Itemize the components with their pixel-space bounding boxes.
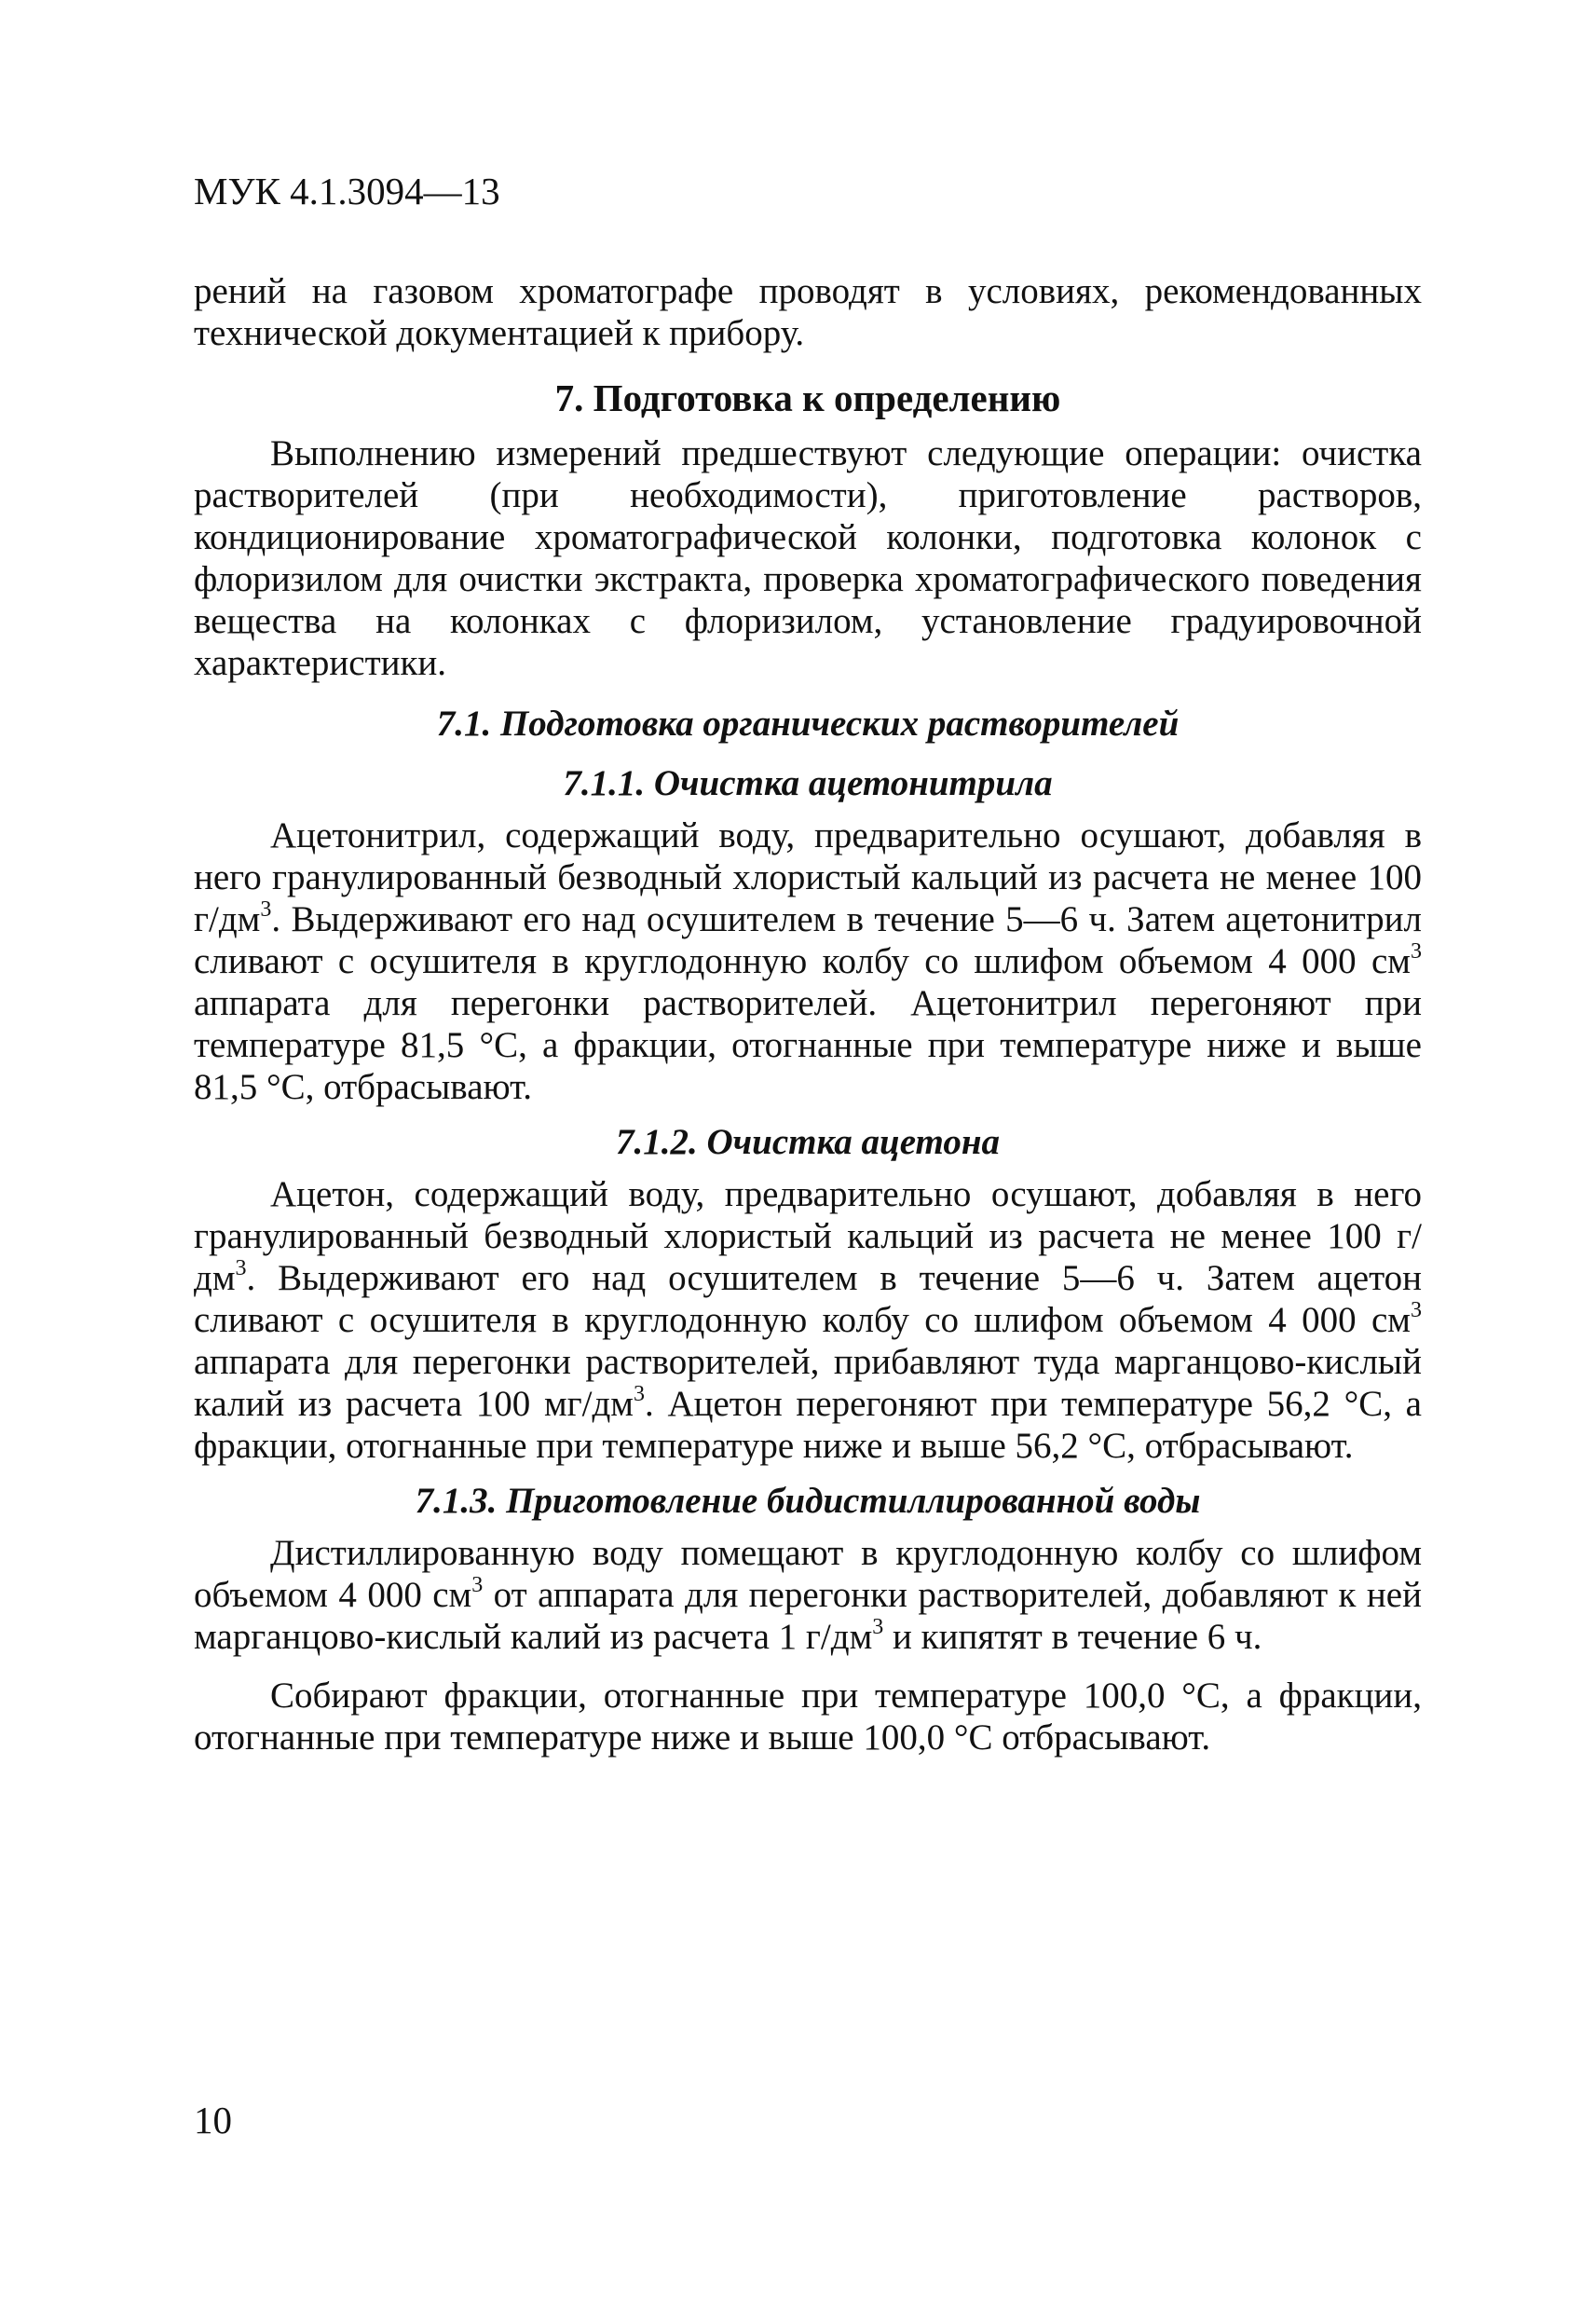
superscript: 3 bbox=[1411, 1298, 1422, 1322]
section-7-1-3-paragraph-2: Собирают фракции, отогнанные при температуре 100,0 °С, а фракции, отогнанные при температуре ниже и выше 100,0 °С отбрасывают. bbox=[194, 1676, 1422, 1758]
text-run: . Ацетон перегоняют при температуре 56,2 °С, а фракции, отогнанные при температуре ниже и выше 56,2 °С, отбрасывают. bbox=[194, 1384, 1422, 1466]
section-7-1-1-paragraph bbox=[194, 814, 1422, 1108]
section-7-paragraph: Выполнению измерений предшествуют следующие операции: очистка растворителей (при необходимости), приготовление растворов, кондиционирование хроматографической колонки, подготовка колонок с флоризилом для очистки экстракта, проверка хроматографического поведения вещества на колонках с флоризилом, установление градуировочной характеристики. bbox=[194, 433, 1422, 683]
superscript: 3 bbox=[260, 897, 272, 922]
page-number: 10 bbox=[194, 2099, 232, 2141]
section-7-1-title: 7.1. Подготовка органических растворителей bbox=[436, 704, 1180, 744]
text-run: и кипятят в течение 6 ч. bbox=[883, 1617, 1262, 1657]
section-7-1-1-title: 7.1.1. Очистка ацетонитрила bbox=[563, 763, 1053, 803]
text-run: Ацетон, содержащий воду, предварительно осушают, добавляя в него гранулированный безводный хлористый кальций из расчета не менее 100 г/дм bbox=[194, 1174, 1422, 1298]
superscript: 3 bbox=[633, 1382, 645, 1406]
text-run: . Выдерживают его над осушителем в течение 5—6 ч. Затем ацетонитрил сливают с осушителя в круглодонную колбу со шлифом объемом 4 000 см bbox=[194, 899, 1422, 981]
text-run: от аппарата для перегонки растворителей, добавляют к ней марганцово-кислый калий из расчета 1 г/дм bbox=[194, 1575, 1422, 1657]
document-page bbox=[194, 168, 1422, 1758]
paragraph-spacer bbox=[194, 1658, 1422, 1675]
section-7-1-3-paragraph-1 bbox=[194, 1532, 1422, 1658]
section-7-1-3-title: 7.1.3. Приготовление бидистиллированной воды bbox=[415, 1481, 1201, 1521]
text-run: аппарата для перегонки растворителей. Ацетонитрил перегоняют при температуре 81,5 °С, а фракции, отогнанные при температуре ниже и выше 81,5 °С, отбрасывают. bbox=[194, 983, 1422, 1107]
superscript: 3 bbox=[1411, 939, 1422, 964]
section-7-title: 7. Подготовка к определению bbox=[554, 376, 1061, 419]
superscript: 3 bbox=[872, 1615, 884, 1639]
superscript: 3 bbox=[235, 1256, 247, 1280]
section-7-1-2-paragraph bbox=[194, 1173, 1422, 1467]
intro-paragraph: рений на газовом хроматографе проводят в условиях, рекомендованных технической документацией к прибору. bbox=[194, 271, 1422, 353]
text-run: аппарата для перегонки растворителей, прибавляют туда марганцово-кислый калий из расчета 100 мг/дм bbox=[194, 1342, 1422, 1424]
section-7-1-2-title: 7.1.2. Очистка ацетона bbox=[616, 1122, 1000, 1162]
text-run: Ацетонитрил, содержащий воду, предварительно осушают, добавляя в него гранулированный безводный хлористый кальций из расчета не менее 100 г/дм bbox=[194, 815, 1422, 939]
document-code-header: МУК 4.1.3094—13 bbox=[194, 170, 500, 212]
text-run: . Выдерживают его над осушителем в течение 5—6 ч. Затем ацетон сливают с осушителя в круглодонную колбу со шлифом объемом 4 000 см bbox=[194, 1258, 1422, 1340]
superscript: 3 bbox=[471, 1573, 484, 1597]
text-run: Дистиллированную воду помещают в круглодонную колбу со шлифом объемом 4 000 см bbox=[194, 1533, 1422, 1615]
